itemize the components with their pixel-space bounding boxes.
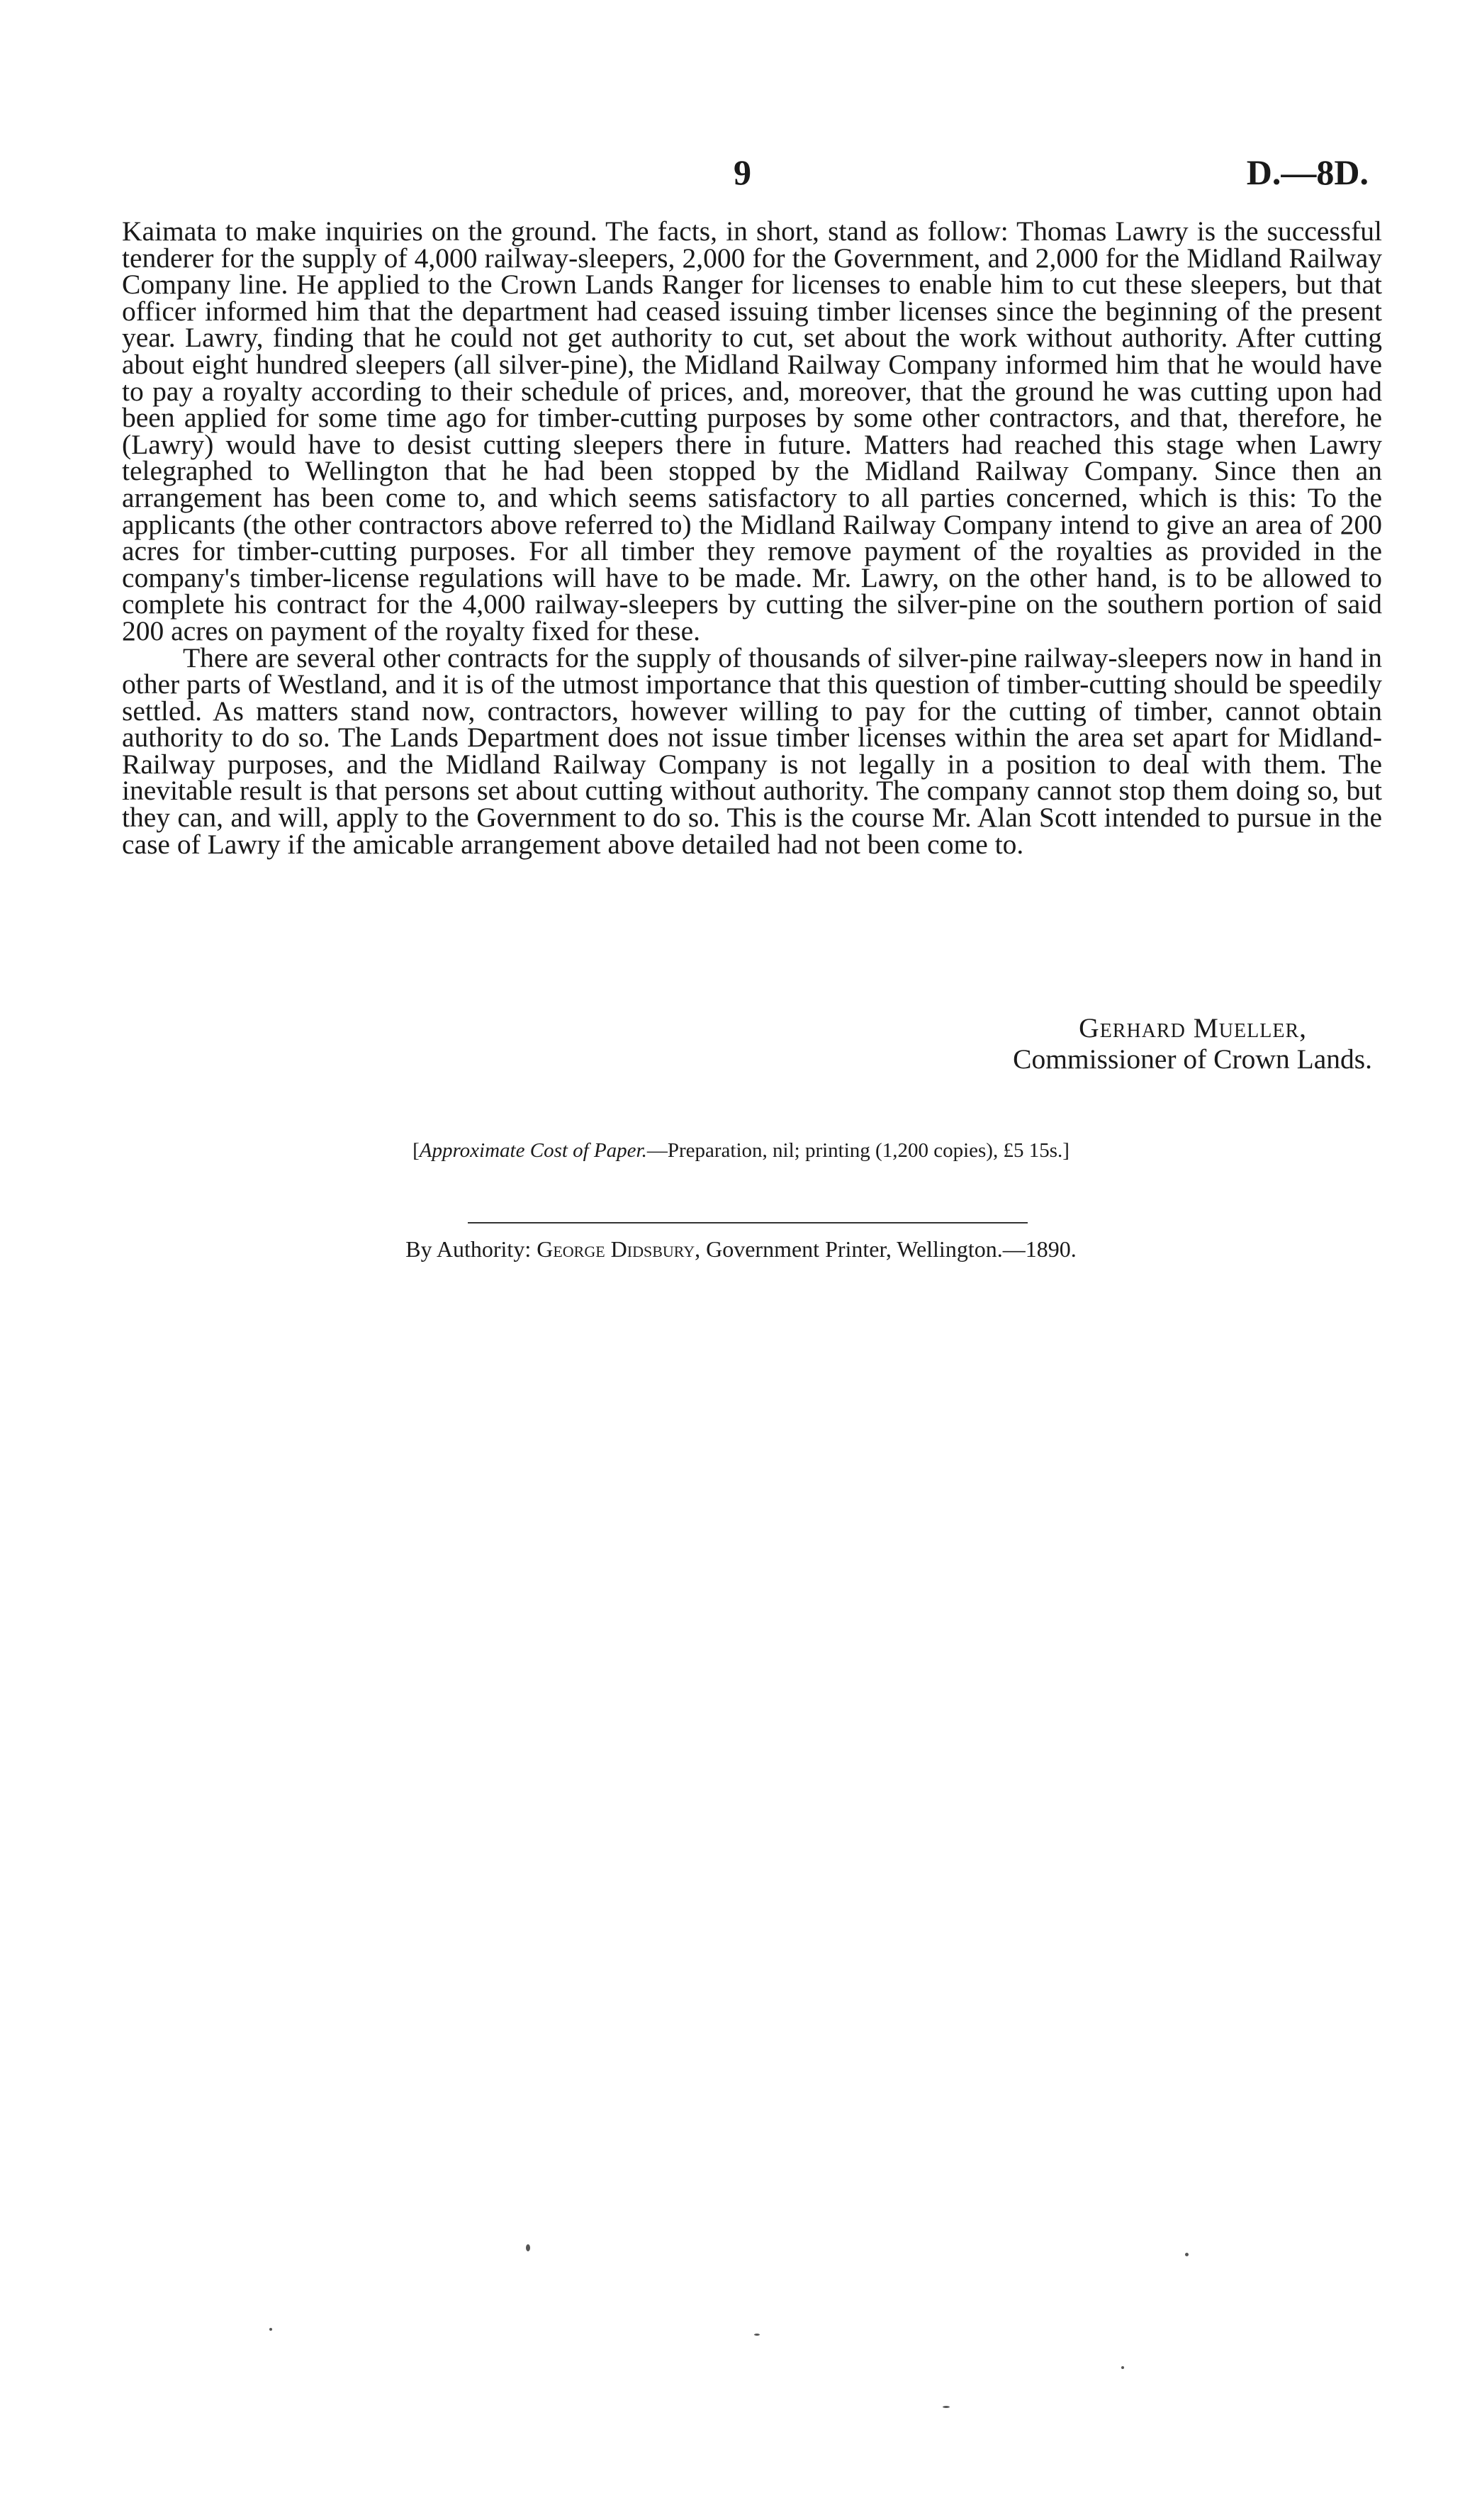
document-reference: D.—8D. [1246,152,1369,192]
signature-block [1013,1012,1372,1075]
printer-imprint [0,1235,1482,1263]
signatory-title: Commissioner of Crown Lands. [1013,1043,1372,1075]
scan-speck [943,2406,950,2408]
imprint-suffix: , Government Printer, Wellington.—1890. [695,1236,1077,1262]
page-number: 9 [734,152,751,192]
paragraph-1: Kaimata to make inquiries on the ground. The facts, in short, stand as follow: Thomas Lawry is the successful tenderer for the supply of 4,000 railway-sleepers, 2,000 for the Government, and 2,000 for the Midland Railway Company line. He applied to the Crown Lands Ranger for licenses to enable him to cut these sleepers, but that officer informed him that the department had ceased issuing timber licenses since the beginning of the present year. Lawry, finding that he could not get authority to cut, set about the work without authority. After cutting about eight hundred sleepers (all silver-pine), the Midland Railway Company informed him that he would have to pay a royalty according to their schedule of prices, and, moreover, that the ground he was cutting upon had been applied for some time ago for timber-cutting purposes by some other contractors, and that, therefore, he (Lawry) would have to desist cutting sleepers there in future. Matters had reached this stage when Lawry telegraphed to Wellington that he had been stopped by the Midland Railway Company. Since then an arrangement has been come to, and which seems satisfactory to all parties concerned, which is this: To the applicants (the other contractors above referred to) the Midland Railway Company intend to give an area of 200 acres for timber-cutting purposes. For all timber they remove payment of the royalties as provided in the company's timber-license regulations will have to be made. Mr. Lawry, on the other hand, is to be allowed to complete his contract for the 4,000 railway-sleepers by cutting the silver-pine on the southern portion of said 200 acres on payment of the royalty fixed for these. [122,215,1382,646]
divider-rule [468,1222,1028,1223]
cost-note: [Approximate Cost of Paper.—Preparation, nil; printing (1,200 copies), £5 15s.] [412,1139,1070,1162]
cost-note-label: Approximate Cost of Paper. [419,1139,647,1162]
scan-speck [1121,2366,1124,2369]
printer-name: George Didsbury [537,1236,695,1262]
signatory-name: Gerhard Mueller, [1079,1012,1307,1043]
imprint-prefix: By Authority: [405,1236,537,1262]
scan-speck [754,2334,760,2336]
paragraph-2: There are several other contracts for the supply of thousands of silver-pine railway-sleepers now in hand in other parts of Westland, and it is of the utmost importance that this question of timber-cutting should be speedily settled. As matters stand now, contractors, however willing to pay for the cutting of timber, cannot obtain authority to do so. The Lands Department does not issue timber licenses within the area set apart for Midland-Railway purposes, and the Midland Railway Company is not legally in a position to deal with them. The inevitable result is that persons set about cutting without authority. The company cannot stop them doing so, but they can, and will, apply to the Government to do so. This is the course Mr. Alan Scott intended to pursue in the case of Lawry if the amicable arrangement above detailed had not been come to. [122,642,1382,860]
scan-speck [1185,2253,1189,2256]
cost-note-detail: —Preparation, nil; printing (1,200 copies), £5 15s. [646,1139,1063,1162]
body-text [122,215,1382,860]
scan-speck [526,2244,530,2251]
scan-speck [269,2328,272,2331]
